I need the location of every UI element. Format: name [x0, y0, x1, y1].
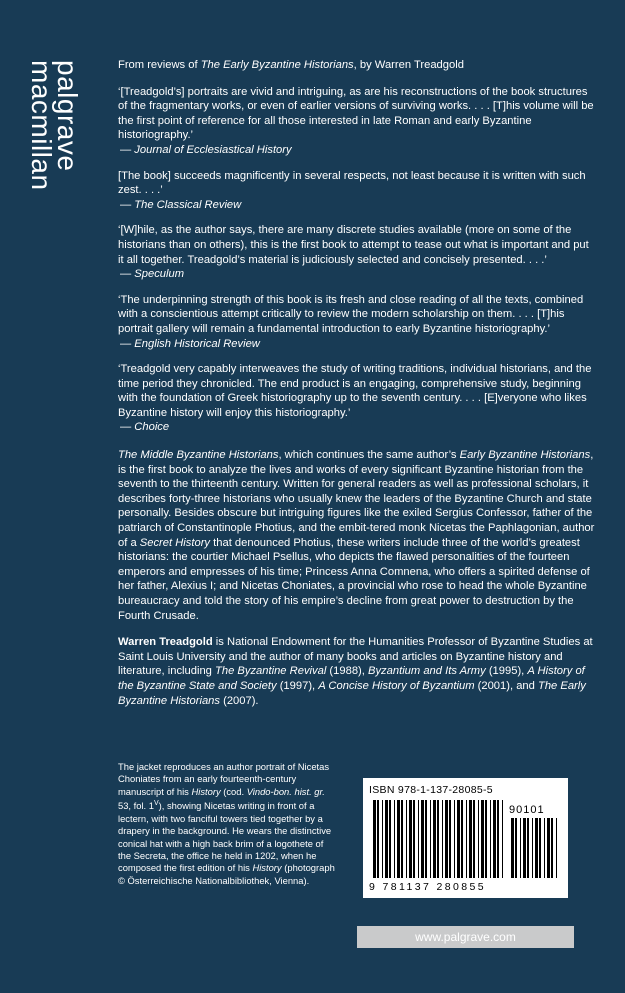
publisher-logo — [26, 60, 96, 190]
back-cover-text — [118, 58, 596, 720]
review-quote: ‘Treadgold very capably interweaves the study of writing traditions, individual historians, and the time period they chronicled. The end product is an engaging, comprehensive study, beginning with the foundation of Greek historiography up to the seventh century. . . . [E]veryone who likes Byzantine history will enjoy this historiography.’ — [118, 363, 592, 419]
intro-book-title: The Early Byzantine Historians — [200, 59, 354, 71]
review-5 — [118, 362, 596, 435]
reviews-intro: From reviews of The Early Byzantine Historians, by Warren Treadgold — [118, 59, 464, 71]
barcode — [363, 778, 568, 898]
website-link[interactable]: www.palgrave.com — [357, 926, 574, 948]
ean-number: 9 781137 280855 — [369, 881, 486, 893]
barcode-bars — [363, 778, 568, 898]
price-code: 90101 — [509, 804, 545, 816]
review-1 — [118, 85, 596, 158]
book-description: The Middle Byzantine Historians, which continues the same author’s Early Byzantine Historians, is the first book to analyze the lives and works of every significant Byzantine historian from the seventh to the thirteenth century. Written for general readers as well as professional scholars, it describes forty-three historians who usually knew the leaders of the Byzantine Church and state personally. Besides obscure but intriguing figures like the exiled Sergius Confessor, father of the patriarch of Constantinople Photius, and the embit-tered monk Nicetas the Paphlagonian, author of a Secret History that denounced Photius, these writers include three of the world’s greatest historians: the courtier Michael Psellus, who depicts the flawed personalities of the fourteen emperors and empresses of his time; Princess Anna Comnena, who offers a spirited defense of her father, Alexius I; and Nicetas Choniates, a provincial who rose to head the whole Byzantine bureaucracy and told the story of his empire’s decline from great power to destruction by the Fourth Crusade. — [118, 449, 595, 622]
review-source: — The Classical Review — [120, 198, 242, 211]
review-source: — Speculum — [120, 268, 185, 281]
isbn-label: ISBN 978-1-137-28085-5 — [369, 784, 493, 796]
review-quote: ‘[W]hile, as the author says, there are many discrete studies available (more on some of the historians than on others), this is the first book to attempt to tease out what is important and put it all together. Treadgold’s material is judiciously selected and concisely presented. . . .’ — [118, 224, 589, 266]
jacket-note: The jacket reproduces an author portrait of Nicetas Choniates from an early fourteenth-century manuscript of his History (cod. Vindo-bon. hist. gr. 53, fol. $1^V$), showing Nicetas writing in front of a lectern, with two fanciful towers tied together by a drapery in the background. He wears the distinctive conical hat with a high back brim of a logothete of the Secreta, the office he held in 1202, when he composed the first edition of his History (photograph © Österreichische Nationalbibliothek, Vienna). — [118, 761, 335, 886]
review-source: — Journal of Ecclesiastical History — [120, 143, 292, 156]
review-2 — [118, 169, 596, 213]
review-source: — English Historical Review — [120, 337, 260, 350]
review-source: — Choice — [120, 421, 170, 434]
author-bio: Warren Treadgold is National Endowment for the Humanities Professor of Byzantine Studies at Saint Louis University and the author of many books and articles on Byzantine history and literature, including The Byzantine Revival (1988), Byzantium and Its Army (1995), A History of the Byzantine State and Society (1997), A Concise History of Byzantium (2001), and The Early Byzantine Historians (2007). — [118, 636, 593, 707]
author-name: Warren Treadgold — [118, 636, 213, 649]
review-3 — [118, 223, 596, 281]
review-quote: ‘[Treadgold’s] portraits are vivid and intriguing, as are his reconstructions of the book structures of the fragmentary works, or even of earlier versions of surviving works. . . . [T]his volume will be the first point of reference for all those interested in late Roman and early Byzantine historiography.’ — [118, 85, 594, 142]
logo-line-macmillan: macmillan — [26, 60, 57, 191]
review-4 — [118, 293, 596, 351]
logo-line-palgrave: palgrave — [52, 60, 83, 172]
review-quote: ‘The underpinning strength of this book is its fresh and close reading of all the texts, combined with a conscientious attempt critically to review the modern scholarship on them. . . . [T]his portrait gallery will remain a fundamental introduction to early Byzantine historiography.’ — [118, 293, 584, 335]
review-quote: [The book] succeeds magnificently in several respects, not least because it is written with such zest. . . .’ — [118, 169, 586, 197]
